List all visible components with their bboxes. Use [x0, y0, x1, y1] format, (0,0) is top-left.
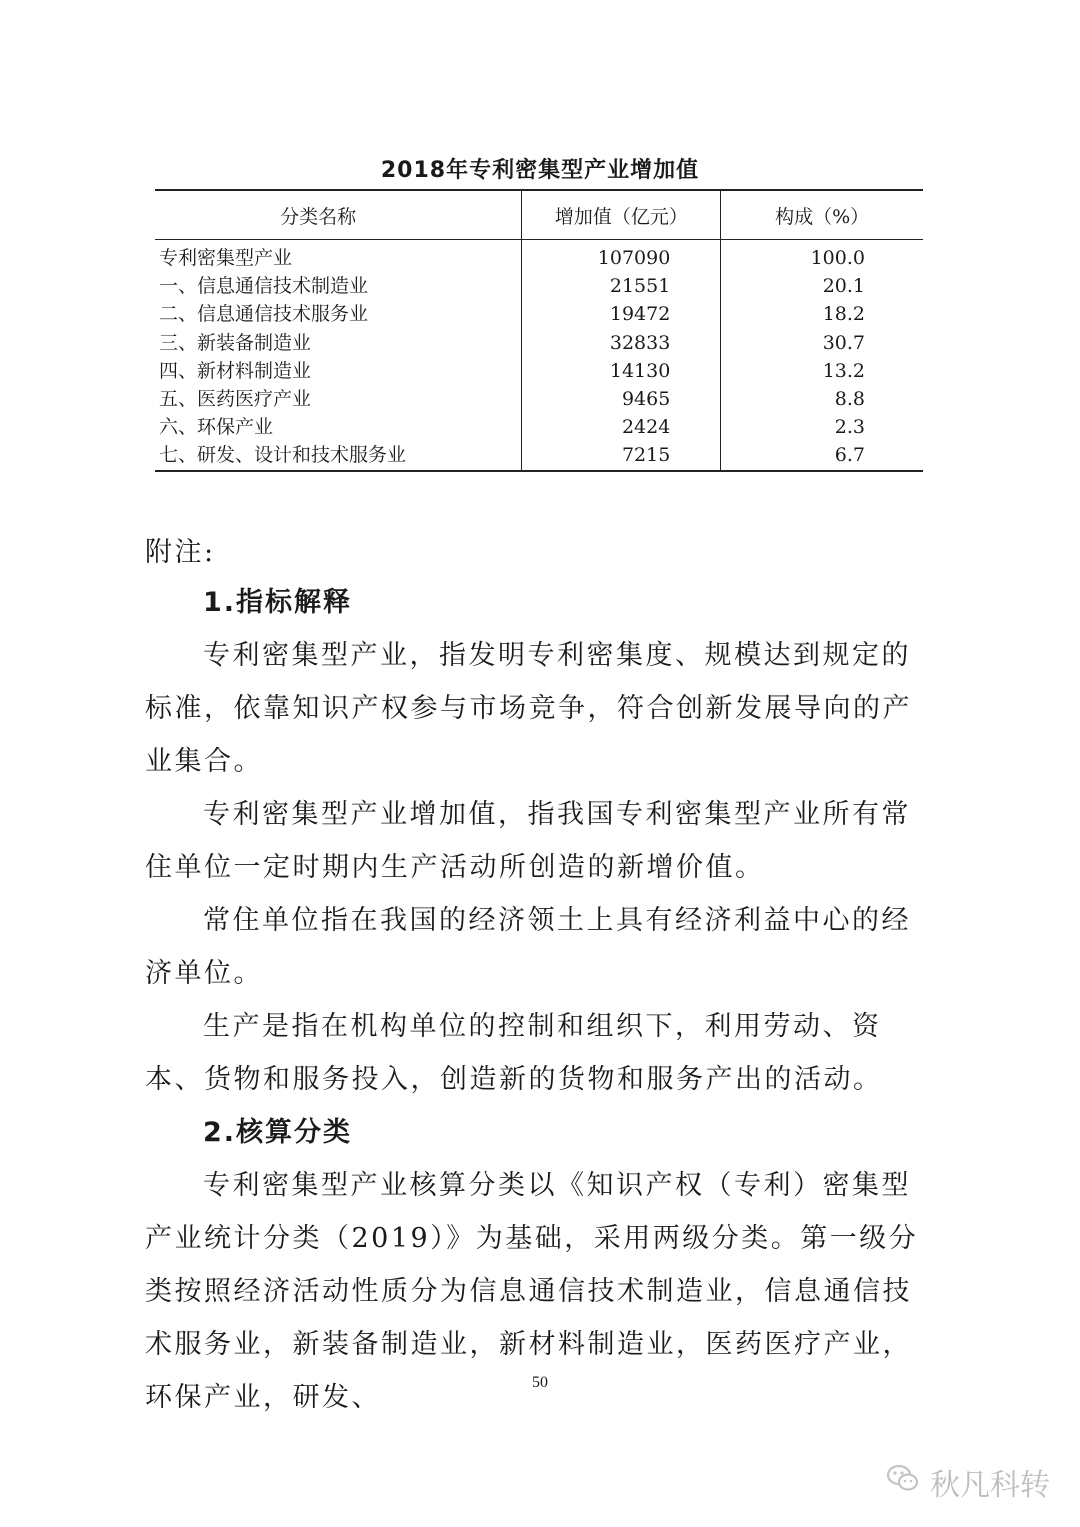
- row-value: 107090: [522, 240, 721, 273]
- table-row: [155, 329, 923, 357]
- section-heading-indicator-explanation: 1.指标解释: [203, 587, 353, 618]
- row-share: 6.7: [721, 441, 923, 470]
- row-name: 专利密集型产业: [159, 247, 293, 270]
- row-share: 18.2: [721, 300, 923, 328]
- section-heading-accounting-classification: 2.核算分类: [203, 1117, 353, 1148]
- row-value: 21551: [522, 272, 721, 300]
- table-row: [155, 272, 923, 300]
- row-value: 14130: [522, 357, 721, 385]
- table-row: [155, 441, 923, 470]
- row-value: 7215: [522, 441, 721, 470]
- paragraph-resident-unit: 常住单位指在我国的经济领土上具有经济利益中心的经济单位。: [145, 905, 911, 989]
- page-number: 50: [532, 1374, 548, 1391]
- header-value-added: 增加值（亿元）: [522, 190, 721, 240]
- row-name: 一、信息通信技术制造业: [159, 275, 369, 298]
- row-share: 13.2: [721, 357, 923, 385]
- row-value: 19472: [522, 300, 721, 328]
- row-share: 8.8: [721, 385, 923, 413]
- paragraph-value-added: 专利密集型产业增加值，指我国专利密集型产业所有常住单位一定时期内生产活动所创造的新增价值。: [145, 799, 911, 883]
- row-share: 20.1: [721, 272, 923, 300]
- row-name: 六、环保产业: [159, 416, 274, 439]
- watermark-text: 秋凡科转: [930, 1468, 1050, 1503]
- row-name: 三、新装备制造业: [159, 331, 312, 354]
- wechat-icon: [886, 1463, 920, 1501]
- row-value: 2424: [522, 413, 721, 441]
- paragraph-production: 生产是指在机构单位的控制和组织下，利用劳动、资本、货物和服务投入，创造新的货物和服务产出的活动。: [145, 1011, 883, 1095]
- paragraph-definition: 专利密集型产业，指发明专利密集度、规模达到规定的标准，依靠知识产权参与市场竞争，符合创新发展导向的产业集合。: [145, 640, 912, 777]
- row-name: 二、信息通信技术服务业: [159, 303, 369, 326]
- row-value: 32833: [522, 329, 721, 357]
- row-name: 七、研发、设计和技术服务业: [155, 441, 522, 470]
- table-title: 2018年专利密集型产业增加值: [380, 158, 700, 183]
- paragraph-classification: 专利密集型产业核算分类以《知识产权（专利）密集型产业统计分类（2019）》为基础，采用两级分类。第一级分类按照经济活动性质分为信息通信技术制造业，信息通信技术服务业，新装备制造业，新材料制造业，医药医疗产业，环保产业，研发、: [145, 1170, 919, 1413]
- notes-label: 附注:: [145, 537, 216, 568]
- table-row: [155, 385, 923, 413]
- table-header-row: [155, 190, 923, 240]
- header-share: 构成（%）: [721, 190, 923, 240]
- notes-section: [145, 530, 937, 1424]
- table-row: [155, 357, 923, 385]
- row-share: 100.0: [721, 240, 923, 273]
- watermark: [886, 1460, 1050, 1504]
- row-share: 30.7: [721, 329, 923, 357]
- table-row: [155, 240, 923, 273]
- row-value: 9465: [522, 385, 721, 413]
- value-added-table: [155, 189, 923, 472]
- row-name: 五、医药医疗产业: [159, 388, 312, 411]
- row-name: 四、新材料制造业: [159, 359, 312, 382]
- row-share: 2.3: [721, 413, 923, 441]
- table-row: [155, 413, 923, 441]
- table-row: [155, 300, 923, 328]
- header-category-name: 分类名称: [155, 190, 522, 240]
